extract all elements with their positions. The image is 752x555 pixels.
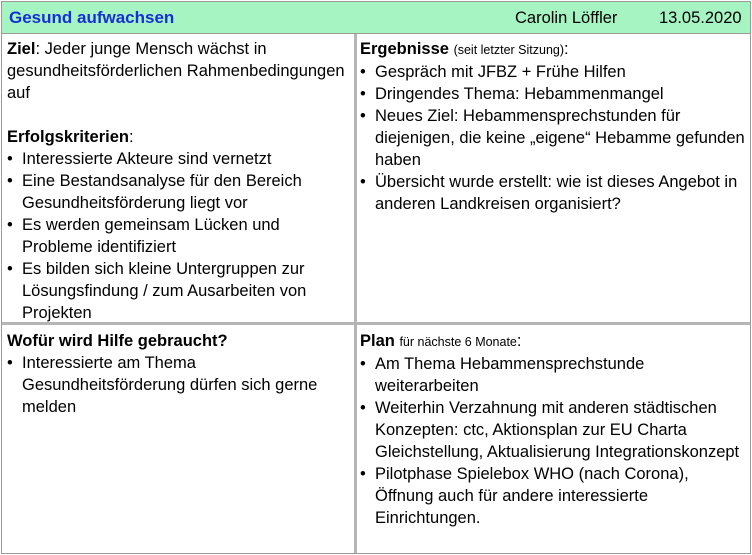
goal-label: Ziel — [7, 40, 36, 58]
goal-cell — [7, 38, 351, 324]
results-note: (seit letzter Sitzung) — [453, 43, 565, 57]
goal-text: Jeder junge Mensch wächst in gesundheitsförderlichen Rahmenbedingungen auf — [7, 40, 345, 102]
list-item: • Pilotphase Spielebox WHO (nach Corona), Öffnung auch für andere interessierte Einrichtungen. — [360, 465, 689, 527]
header-bar — [1, 1, 751, 34]
plan-label: Plan — [360, 332, 395, 350]
results-heading: Ergebnisse (seit letzter Sitzung): — [360, 40, 569, 58]
results-label: Ergebnisse — [360, 40, 449, 58]
list-item: • Es bilden sich kleine Untergruppen zur Lösungsfindung / zum Ausarbeiten von Projekten — [7, 260, 307, 322]
plan-heading: Plan für nächste 6 Monate: — [360, 332, 522, 350]
list-item: • Am Thema Hebammensprechstunde weiterarbeiten — [360, 355, 645, 395]
help-heading: Wofür wird Hilfe gebraucht? — [7, 332, 228, 350]
help-cell — [7, 330, 351, 418]
list-item: • Übersicht wurde erstellt: wie ist dieses Angebot in anderen Landkreisen organisiert? — [360, 173, 738, 213]
column-divider — [354, 34, 357, 553]
plan-list — [360, 353, 748, 529]
list-item: • Eine Bestandsanalyse für den Bereich Gesundheitsförderung liegt vor — [7, 172, 302, 212]
list-item: • Interessierte am Thema Gesundheitsförderung dürfen sich gerne melden — [7, 354, 318, 416]
project-title: Gesund aufwachsen — [9, 8, 175, 27]
success-criteria-list — [7, 148, 351, 324]
plan-cell — [360, 330, 748, 529]
list-item: • Dringendes Thema: Hebammenmangel — [360, 85, 664, 103]
success-criteria-label: Erfolgskriterien — [7, 128, 129, 146]
author-name: Carolin Löffler — [515, 9, 618, 27]
list-item: • Interessierte Akteure sind vernetzt — [7, 150, 272, 168]
help-list — [7, 352, 351, 418]
content-grid — [1, 34, 751, 554]
results-list — [360, 61, 748, 215]
list-item: • Neues Ziel: Hebammensprechstunden für diejenigen, die keine „eigene“ Hebamme gefunden haben — [360, 107, 745, 169]
report-date: 13.05.2020 — [659, 9, 742, 27]
list-item: • Es werden gemeinsam Lücken und Probleme identifiziert — [7, 216, 280, 256]
list-item: • Weiterhin Verzahnung mit anderen städtischen Konzepten: ctc, Aktionsplan zur EU Charta Gleichstellung, Aktualisierung Integrationskonzept — [360, 399, 740, 461]
success-criteria-heading: Erfolgskriterien: — [7, 128, 134, 146]
goal-statement: Ziel: Jeder junge Mensch wächst in gesundheitsförderlichen Rahmenbedingungen auf — [7, 40, 345, 102]
plan-note: für nächste 6 Monate — [399, 335, 517, 349]
list-item: • Gespräch mit JFBZ + Frühe Hilfen — [360, 63, 626, 81]
results-cell — [360, 38, 748, 215]
